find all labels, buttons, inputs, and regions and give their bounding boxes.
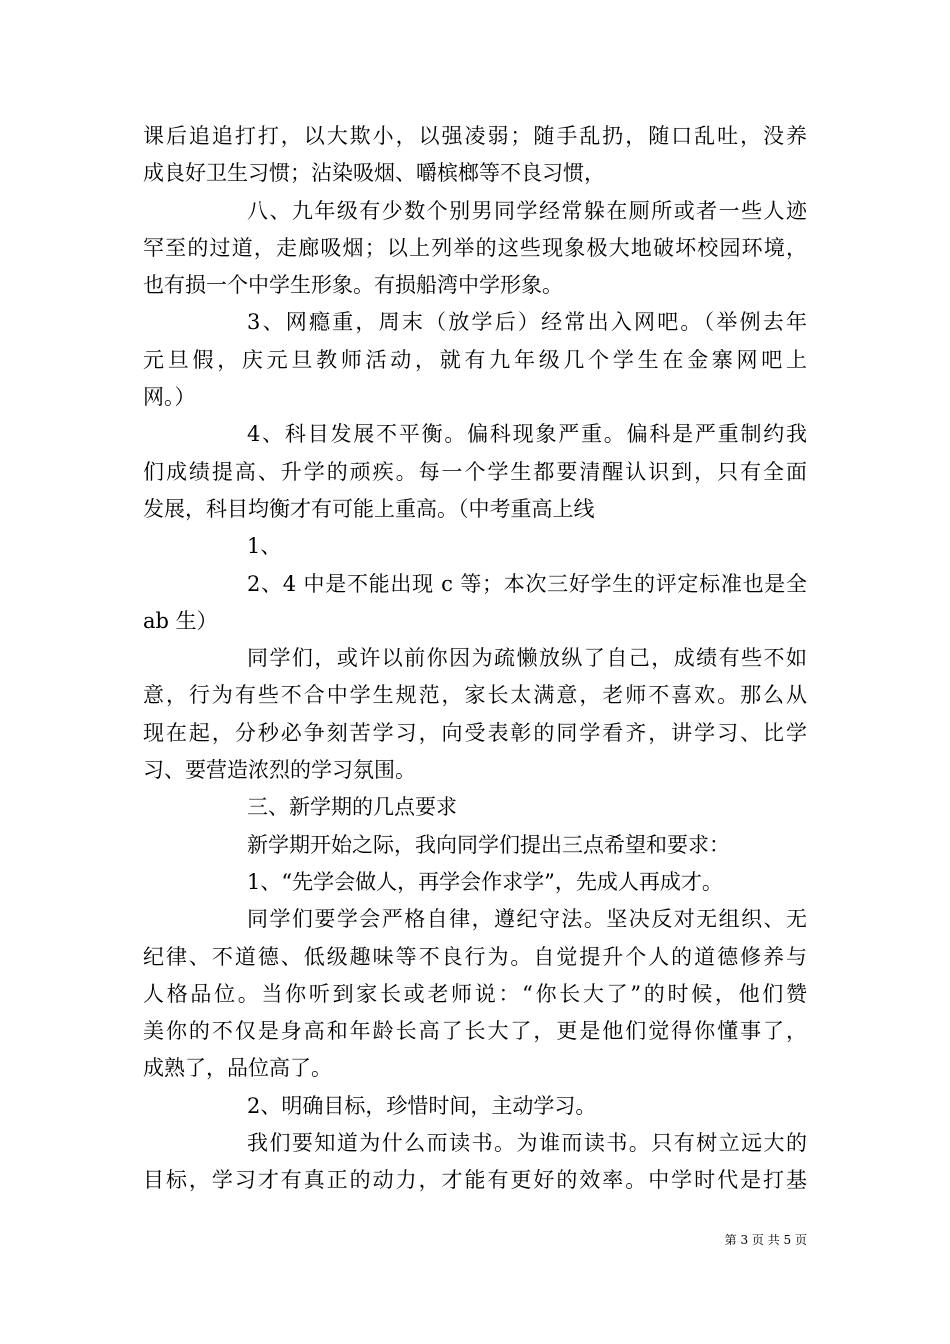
text-line: 也有损一个中学生形象。有损船湾中学形象。 xyxy=(143,273,563,298)
text-line: 成熟了，品位高了。 xyxy=(143,1056,332,1081)
text-line: 同学们，或许以前你因为疏懒放纵了自己，成绩有些不如 xyxy=(247,646,807,671)
text-line: 三、新学期的几点要求 xyxy=(247,795,457,820)
document-body xyxy=(143,118,807,1200)
text-line: 现在起，分秒必争刻苦学习，向受表彰的同学看齐，讲学习、比学 xyxy=(143,720,807,745)
text-line: 罕至的过道，走廊吸烟；以上列举的这些现象极大地破坏校园环境， xyxy=(143,235,807,260)
text-line: 八、九年级有少数个别男同学经常躲在厕所或者一些人迹 xyxy=(247,198,807,223)
text-line: 元旦假，庆元旦教师活动，就有九年级几个学生在金寨网吧上 xyxy=(143,347,807,372)
text-line: 目标，学习才有真正的动力，才能有更好的效率。中学时代是打基 xyxy=(143,1168,807,1193)
text-line: 习、要营造浓烈的学习氛围。 xyxy=(143,758,416,783)
text-line: ab 生） xyxy=(143,608,218,633)
text-line: 2、4 中是不能出现 c 等；本次三好学生的评定标准也是全 xyxy=(247,571,807,596)
text-line: 新学期开始之际，我向同学们提出三点希望和要求： xyxy=(247,832,730,857)
text-line: 3、网瘾重，周末（放学后）经常出入网吧。（举例去年 xyxy=(247,310,807,335)
text-line: 人格品位。当你听到家长或老师说：“你长大了”的时候，他们赞 xyxy=(143,981,807,1006)
text-line: 1、“先学会做人，再学会作求学”，先成人再成才。 xyxy=(247,869,723,894)
text-line: 2、明确目标，珍惜时间，主动学习。 xyxy=(247,1093,597,1118)
text-line: 1、 xyxy=(247,534,282,559)
text-line: 们成绩提高、升学的顽疾。每一个学生都要清醒认识到，只有全面 xyxy=(143,459,807,484)
text-line: 网。） xyxy=(143,385,196,410)
text-line: 同学们要学会严格自律，遵纪守法。坚决反对无组织、无 xyxy=(247,907,807,932)
text-line: 美你的不仅是身高和年龄长高了长大了，更是他们觉得你懂事了， xyxy=(143,1019,807,1044)
text-line: 意，行为有些不合中学生规范，家长太满意，老师不喜欢。那么从 xyxy=(143,683,807,708)
text-line: 成良好卫生习惯；沾染吸烟、嚼槟榔等不良习惯， xyxy=(143,161,605,186)
text-line: 4、科目发展不平衡。偏科现象严重。偏科是严重制约我 xyxy=(247,422,807,447)
text-line: 发展，科目均衡才有可能上重高。（中考重高上线 xyxy=(143,496,595,521)
text-line: 课后追追打打，以大欺小，以强凌弱；随手乱扔，随口乱吐，没养 xyxy=(143,124,807,148)
text-line: 我们要知道为什么而读书。为谁而读书。只有树立远大的 xyxy=(247,1131,807,1156)
page-number: 第 3 页 共 5 页 xyxy=(724,1233,807,1247)
text-line: 纪律、不道德、低级趣味等不良行为。自觉提升个人的道德修养与 xyxy=(143,944,807,969)
